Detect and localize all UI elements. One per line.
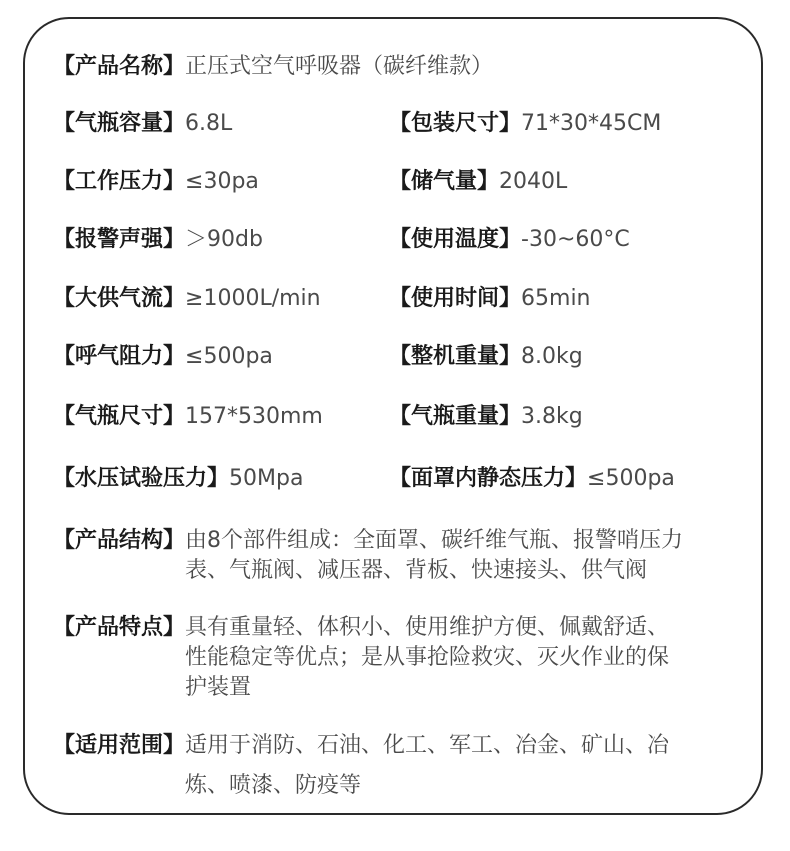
product-features-block xyxy=(53,613,753,703)
spec-row xyxy=(53,464,303,494)
product-features-text xyxy=(185,613,753,703)
spec-label: 【整机重量】 xyxy=(389,344,522,369)
spec-row xyxy=(53,109,232,139)
spec-row xyxy=(389,464,675,494)
spec-label: 【呼气阻力】 xyxy=(53,344,186,369)
spec-label: 【工作压力】 xyxy=(53,169,186,194)
text-line: 由8个部件组成：全面罩、碳纤维气瓶、报警哨压力 xyxy=(185,528,684,553)
application-scope-label: 【适用范围】 xyxy=(53,733,186,758)
product-name-row xyxy=(53,52,493,82)
spec-row xyxy=(53,342,273,372)
spec-row xyxy=(53,225,263,255)
spec-row xyxy=(389,284,591,314)
spec-row xyxy=(389,402,583,432)
spec-row xyxy=(53,167,259,197)
spec-label: 【气瓶重量】 xyxy=(389,404,522,429)
spec-label: 【使用时间】 xyxy=(389,286,522,311)
product-structure-label: 【产品结构】 xyxy=(53,528,186,553)
spec-value: ＞90db xyxy=(185,227,263,252)
spec-value: 8.0kg xyxy=(521,344,583,369)
spec-value: 6.8L xyxy=(185,111,233,136)
spec-value: 65min xyxy=(521,286,591,311)
spec-value: 71*30*45CM xyxy=(521,111,662,136)
text-line: 具有重量轻、体积小、使用维护方便、佩戴舒适、 xyxy=(185,615,670,640)
product-structure-block xyxy=(53,526,753,586)
spec-label: 【气瓶容量】 xyxy=(53,111,186,136)
spec-value: 3.8kg xyxy=(521,404,583,429)
spec-row xyxy=(53,402,323,432)
text-line: 炼、喷漆、防疫等 xyxy=(185,773,362,798)
spec-label: 【面罩内静态压力】 xyxy=(389,466,588,491)
product-name-value: 正压式空气呼吸器（碳纤维款） xyxy=(185,54,494,79)
spec-value: ≤500pa xyxy=(185,344,273,369)
product-features-label: 【产品特点】 xyxy=(53,615,186,640)
text-line: 表、气瓶阀、减压器、背板、快速接头、供气阀 xyxy=(185,558,648,583)
spec-row xyxy=(389,342,583,372)
spec-label: 【水压试验压力】 xyxy=(53,466,230,491)
spec-value: 157*530mm xyxy=(185,404,323,429)
spec-label: 【包装尺寸】 xyxy=(389,111,522,136)
spec-value: 2040L xyxy=(499,169,568,194)
spec-row xyxy=(389,109,661,139)
product-structure-text xyxy=(185,526,753,586)
spec-value: -30~60°C xyxy=(521,227,630,252)
spec-label: 【使用温度】 xyxy=(389,227,522,252)
spec-label: 【报警声强】 xyxy=(53,227,186,252)
text-line: 护装置 xyxy=(185,675,252,700)
spec-row xyxy=(389,225,630,255)
spec-value: ≤500pa xyxy=(587,466,675,491)
spec-label: 【储气量】 xyxy=(389,169,500,194)
spec-value: ≥1000L/min xyxy=(185,286,321,311)
application-scope-text xyxy=(185,726,753,806)
spec-value: 50Mpa xyxy=(229,466,304,491)
text-line: 适用于消防、石油、化工、军工、冶金、矿山、冶 xyxy=(185,733,670,758)
application-scope-block xyxy=(53,726,753,806)
spec-row xyxy=(53,284,321,314)
spec-value: ≤30pa xyxy=(185,169,259,194)
product-name-label: 【产品名称】 xyxy=(53,54,186,79)
spec-row xyxy=(389,167,567,197)
text-line: 性能稳定等优点；是从事抢险救灾、灭火作业的保 xyxy=(185,645,670,670)
spec-label: 【气瓶尺寸】 xyxy=(53,404,186,429)
spec-label: 【大供气流】 xyxy=(53,286,186,311)
